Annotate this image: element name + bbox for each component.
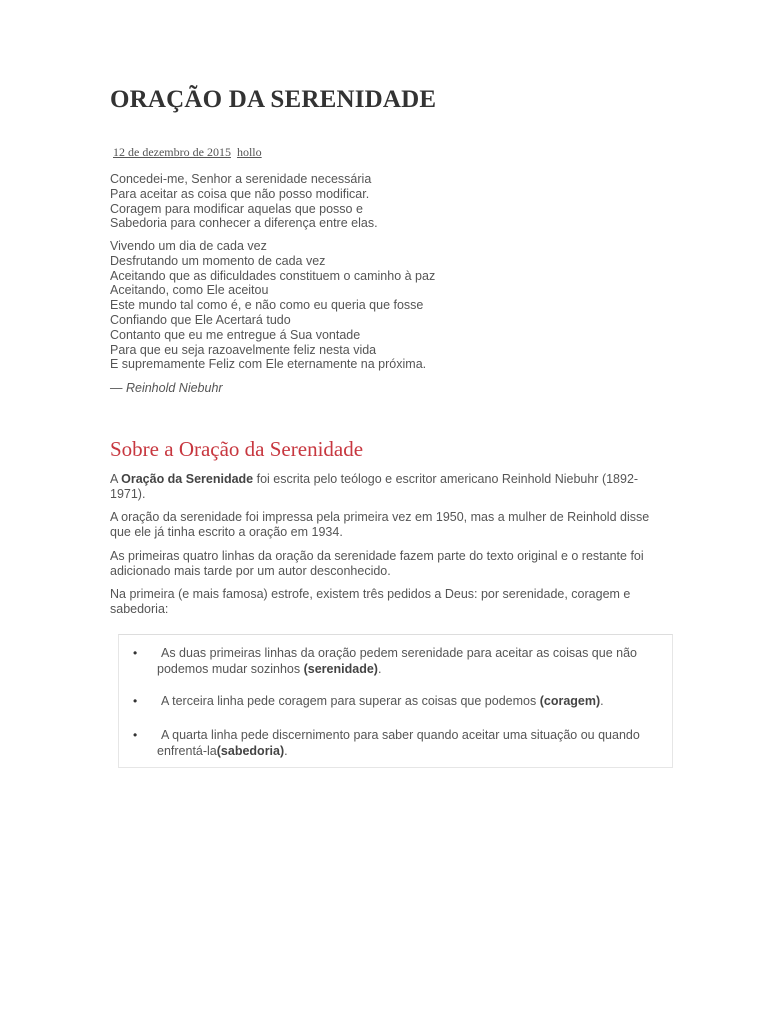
post-date-link[interactable]: 12 de dezembro de 2015 <box>113 145 231 159</box>
paragraph-text: foi escrita pelo teólogo e escritor americano Reinhold Niebuhr (1892-1971). <box>110 472 639 501</box>
poem-line: Para que eu seja razoavelmente feliz nesta vida <box>110 342 377 357</box>
list-item-keyword: (serenidade) <box>303 661 378 676</box>
list-item-wisdom <box>133 728 657 759</box>
list-item-text: A terceira linha pede coragem para superar as coisas que podemos <box>161 694 540 708</box>
poem-line: Concedei-me, Senhor a serenidade necessária <box>110 172 372 186</box>
poem-line: Para aceitar as coisa que não posso modificar. <box>110 186 370 201</box>
list-item-text: As duas primeiras linhas da oração pedem serenidade para aceitar as coisas que não podemos mudar sozinhos <box>157 646 637 676</box>
paragraph-origin: As primeiras quatro linhas da oração da serenidade fazem parte do texto original e o restante foi adicionado mais tarde por um autor desconhecido. <box>110 549 644 578</box>
requests-list <box>118 634 673 768</box>
page-title: ORAÇÃO DA SERENIDADE <box>110 86 437 113</box>
poem-stanza-1 <box>110 172 378 231</box>
paragraph-requests: Na primeira (e mais famosa) estrofe, existem três pedidos a Deus: por serenidade, coragem e sabedoria: <box>110 587 631 616</box>
list-item-text: A quarta linha pede discernimento para saber quando aceitar uma situação ou quando enfrentá-la <box>157 728 640 758</box>
paragraph-history: A oração da serenidade foi impressa pela primeira vez em 1950, mas a mulher de Reinhold disse que ele já tinha escrito a oração em 1934. <box>110 510 650 539</box>
poem-line: Desfrutando um momento de cada vez <box>110 253 326 268</box>
author-link[interactable]: hollo <box>236 145 262 159</box>
list-item-end: . <box>284 743 288 758</box>
bullet-icon: • <box>133 728 138 742</box>
bullet-icon: • <box>133 694 138 708</box>
list-item-serenity <box>133 646 657 677</box>
list-item-end: . <box>600 694 604 708</box>
poem-line: Aceitando, como Ele aceitou <box>110 283 269 298</box>
poem-line: Vivendo um dia de cada vez <box>110 239 267 253</box>
post-meta <box>113 145 262 160</box>
list-item-courage <box>133 694 657 710</box>
poem-line: Aceitando que as dificuldades constituem o caminho à paz <box>110 268 436 283</box>
poem-line: Confiando que Ele Acertará tudo <box>110 312 291 327</box>
poem-line: E supremamente Feliz com Ele eternamente na próxima. <box>110 357 427 372</box>
paragraph-author <box>110 472 650 502</box>
poem-line: Sabedoria para conhecer a diferença entre elas. <box>110 216 378 231</box>
poem-line: Este mundo tal como é, e não como eu queria que fosse <box>110 298 424 313</box>
list-item-end: . <box>377 661 382 676</box>
list-item-keyword: (sabedoria) <box>216 743 285 758</box>
list-item-keyword: (coragem) <box>539 694 601 708</box>
poem-stanza-2 <box>110 239 435 372</box>
bullet-icon: • <box>133 646 138 660</box>
section-heading: Sobre a Oração da Serenidade <box>110 437 364 461</box>
poem-attribution: — Reinhold Niebuhr <box>110 381 223 395</box>
poem-line: Coragem para modificar aquelas que posso e <box>110 201 363 216</box>
prayer-name: Oração da Serenidade <box>121 472 254 486</box>
poem-line: Contanto que eu me entregue á Sua vontade <box>110 327 361 342</box>
paragraph-prefix: A <box>110 472 122 486</box>
